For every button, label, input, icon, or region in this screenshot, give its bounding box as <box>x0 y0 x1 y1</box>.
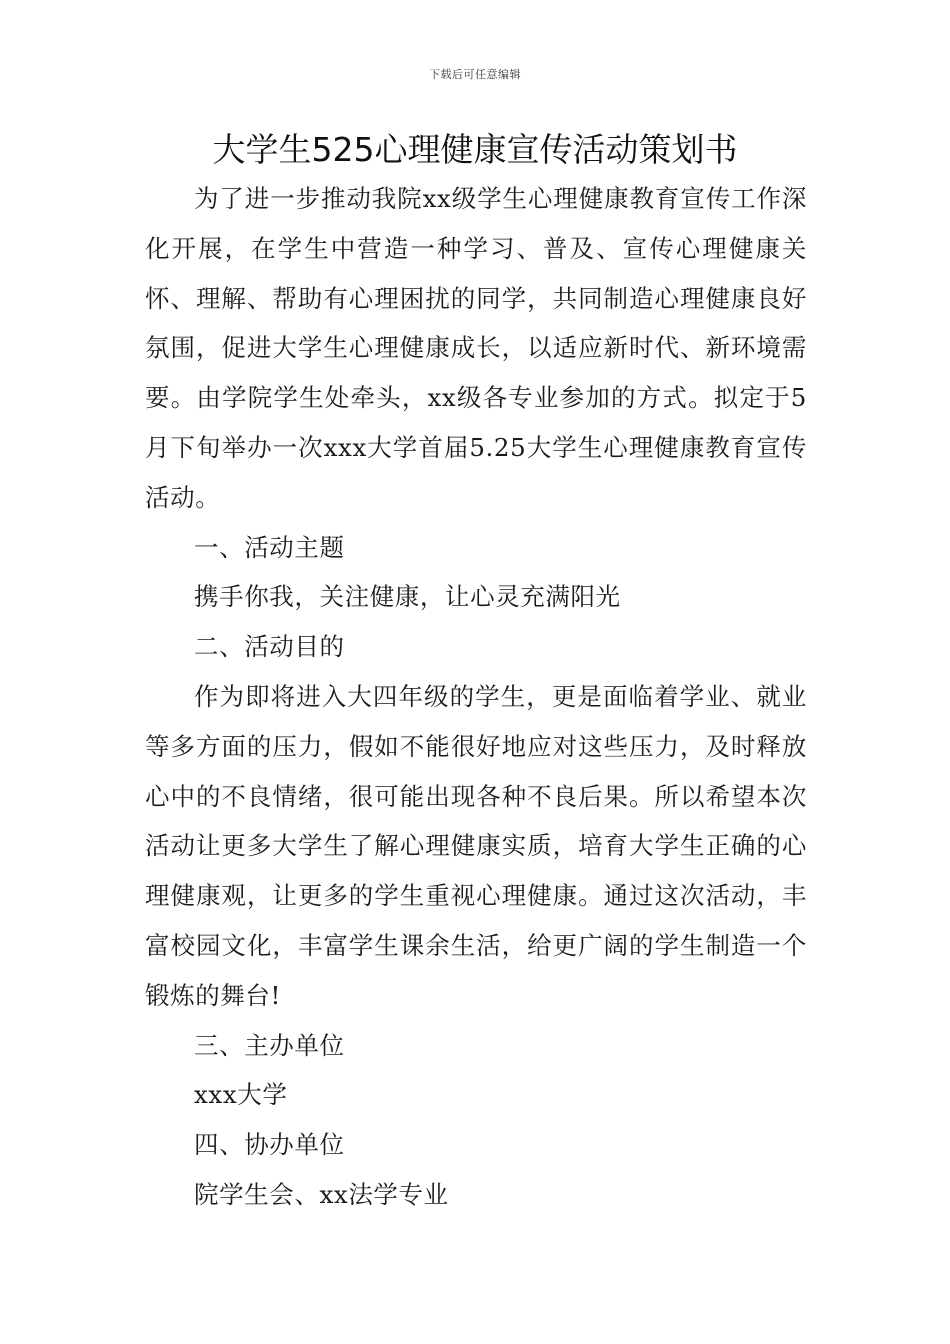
section-heading-organizer: 三、主办单位 <box>194 1030 345 1060</box>
section-heading-theme: 一、活动主题 <box>194 532 345 562</box>
organizer-text: xxx大学 <box>194 1080 288 1110</box>
purpose-paragraph: 作为即将进入大四年级的学生，更是面临着学业、就业等多方面的压力，假如不能很好地应对这些压力，及时释放心中的不良情绪，很可能出现各种不良后果。所以希望本次活动让更多大学生了解心理健康实质，培育大学生正确的心理健康观，让更多的学生重视心理健康。通过这次活动，丰富校园文化，丰富学生课余生活，给更广阔的学生制造一个锻炼的舞台! <box>145 681 807 1010</box>
document-body <box>145 174 807 1220</box>
section-heading-co-organizer: 四、协办单位 <box>194 1130 345 1160</box>
document-title: 大学生525心理健康宣传活动策划书 <box>212 130 738 169</box>
header-note: 下载后可任意编辑 <box>429 68 521 81</box>
intro-paragraph: 为了进一步推动我院xx级学生心理健康教育宣传工作深化开展，在学生中营造一种学习、普及、宣传心理健康关怀、理解、帮助有心理困扰的同学，共同制造心理健康良好氛围，促进大学生心理健康成长，以适应新时代、新环境需要。由学院学生处牵头，xx级各专业参加的方式。拟定于5月下旬举办一次xxx大学首届5.25大学生心理健康教育宣传活动。 <box>145 184 807 512</box>
theme-text: 携手你我，关注健康，让心灵充满阳光 <box>194 582 621 612</box>
section-heading-purpose: 二、活动目的 <box>194 632 345 662</box>
co-organizer-text: 院学生会、xx法学专业 <box>194 1179 449 1209</box>
